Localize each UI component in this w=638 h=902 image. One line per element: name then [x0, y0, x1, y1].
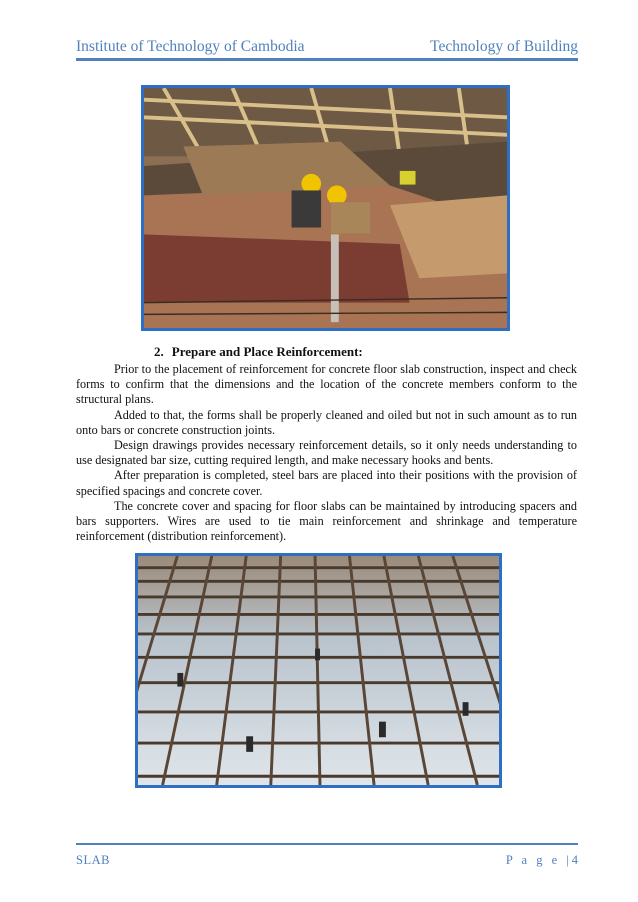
header-rule: [76, 58, 578, 61]
section-number: 2.: [154, 344, 164, 359]
page-label: P a g e |: [505, 853, 572, 867]
section-title: Prepare and Place Reinforcement:: [171, 344, 363, 359]
footer-rule: [76, 843, 578, 845]
paragraph: Design drawings provides necessary reinforcement details, so it only needs understanding to use designated bar size, cutting required length, and make necessary hooks and bents.: [76, 438, 577, 468]
rebar-mesh-image: [138, 556, 499, 785]
header-course: Technology of Building: [430, 38, 578, 55]
header-institute: Institute of Technology of Cambodia: [76, 38, 305, 55]
footer-section-label: SLAB: [76, 853, 110, 867]
section-heading: [154, 344, 363, 360]
paragraph: After preparation is completed, steel bars are placed into their positions with the provision of specified spacings and concrete cover.: [76, 468, 577, 498]
paragraph: The concrete cover and spacing for floor slabs can be maintained by introducing spacers and bars supporters. Wires are used to tie main reinforcement and shrinkage and temperature reinforcement (distribution reinforcement).: [76, 498, 577, 544]
page-number-value: 4: [571, 853, 578, 867]
page-number: [506, 853, 578, 868]
construction-workers-formwork-image: [144, 88, 507, 328]
rebar-mesh-photo: [135, 553, 502, 788]
paragraph: Added to that, the forms shall be properly cleaned and oiled but not in such amount as to run onto bars or concrete construction joints.: [76, 407, 577, 437]
paragraph: Prior to the placement of reinforcement for concrete floor slab construction, inspect and check forms to confirm that the dimensions and the location of the concrete members conform to the structural plans.: [76, 362, 577, 407]
body-text: [76, 362, 577, 544]
construction-workers-photo: [141, 85, 510, 331]
